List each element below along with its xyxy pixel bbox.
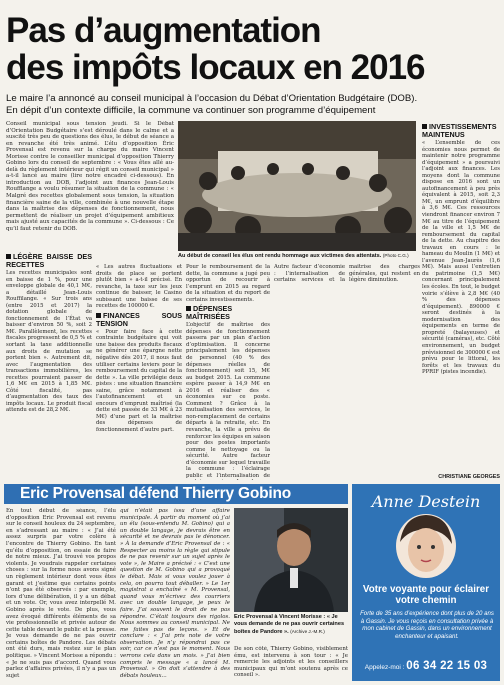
article-deck bbox=[6, 93, 500, 117]
col2-top-text: « Les autres fluctuations et droits de place se portent plutôt bien » a-t-il précisé. En revanche, la taxe sur les jeux continue de baisser, le Casino subissant une baisse de ses recettes de 100000 €. bbox=[96, 264, 182, 310]
article-intro bbox=[6, 121, 174, 249]
subhead-recettes: LÉGÈRE BAISSE DES RECETTES bbox=[6, 252, 92, 269]
column-depenses-cont bbox=[274, 264, 420, 480]
column-investissements bbox=[422, 121, 500, 480]
box-column-2 bbox=[120, 508, 230, 681]
box-text-1: En tout début de séance, l’élu d’opposition Eric Provensal est revenu sur le conseil houleux du 24 septembre, en s’adressant au maire : « J’ai été assez surpris par votre colère à l’encontre de Thierry Gobino. En tant qu’élu d’opposition, on essaie de faire de notre mieux. J’ai trouvé vos propos violents. Je voudrais rappeler certaines choses : sur la forme nous avons signé un règlement intérieur dont vous êtes garant et j’estime que certains points n’ont pas été observés : par exemple, lors d’une délibération, il y a un débat et un vote. Or, vous avez interpellé M. Gobino après le vote. De plus, vous avez évoqué différents éléments de sa vie professionnelle et privée autour de cette table devant le public et la presse. Je vous demande de ne pas ouvrir certains boîtes de Pandore. Les débats ont été durs, mais restez sur le plan politique. » Vincent Morisse a répondu : « Je ne suis pas d’accord. Quand vous parlez d’affaires privées, il n’y a pas un sujet bbox=[6, 508, 116, 679]
square-bullet-icon bbox=[186, 306, 191, 311]
ad-phone-label: Appelez-moi : bbox=[364, 664, 405, 671]
square-bullet-icon bbox=[6, 254, 11, 259]
square-bullet-icon bbox=[96, 313, 101, 318]
subhead-depenses: DÉPENSES MAÎTRISÉES bbox=[186, 304, 233, 322]
depenses-cont-text: Autre facteur d’économie : l’internalisation de certains services et la maîtrise des charges générales, qui restent en légère diminution. bbox=[274, 264, 420, 284]
column-finances bbox=[96, 264, 182, 480]
ad-portrait bbox=[386, 512, 466, 580]
deck-line-1: Le maire l’a annoncé au conseil municipal à l’occasion du Débat d’Orientation Budgétaire (DOB). bbox=[6, 93, 418, 104]
headline-line-2: des impôts locaux en 2016 bbox=[6, 48, 425, 87]
headline bbox=[6, 12, 502, 86]
ad-name: Anne Destein bbox=[371, 492, 481, 511]
col3-top-text: Pour le remboursement de la dette, la commune a jugé peu opportun de recourir à l’emprunt en 2015 au regard de la situation et du report de certains investissements. bbox=[186, 264, 270, 303]
finances-text: « Pour faire face à cette contrainte budgétaire qui voit une baisse des produits fiscaux ne générer une épargne nette négative dès 2017, il nous faut utiliser certains leviers pour le remboursement du capital de la dette ». La ville privilégie deux pistes : une situation financière saine, grâce notamment à l’autofinancement et un encours d’emprunt maîtrisé (la dette est passée de 33 M€ à 23 M€) d’une part et la maîtrise des dépenses de fonctionnement d’autre part. bbox=[96, 328, 182, 434]
box-photo-caption bbox=[234, 614, 348, 636]
subhead-finances: FINANCES SOUS TENSION bbox=[96, 310, 182, 328]
box-text-2: qui n’était pas issu d’une affaire municipale. À partir du moment où j’ai un élu (sous-entendu M. Gobino) qui a un double langage, je devrais être en sécurité et ne devrais pas le dénoncer. » À la demande d’Eric Provensal de : « Respecter au moins la règle qui stipule de ne pas revenir sur un sujet après le vote », le Maire a précisé : « C’est une question de M. Gobino qui a provoqué le débat. Mais si vous voulez jouer à cela, on pourra tout déballer. » Le 1er magistrat a enchaîné « M. Provensal, quand vous m’écrivez des courriers avec un double langage, je peux le faire. J’ai souvent le droit de ne pas répondre. C’était toujours des rigolos. Nous sommes au conseil municipal. Ne me faites pas de leçons. » Et de conclure : « J’ai pris note de votre observation. Je n’y répondrai pas ce soir, car ce n’est pas le moment. Nous verrons cela dans un mois. » J’ai bien compris le message « a lancé M. Provensal. » On doit s’attendre à des débats houleux... bbox=[120, 508, 230, 679]
box-text-3: De son côté, Thierry Gobino, visiblement ému, est intervenu à son tour : « Je remercie les adjoints et les conseillers municipaux qui m’ont soutenu après ce conseil ». bbox=[234, 646, 348, 679]
subhead-investissements: INVESTISSEMENTS MAINTENUS bbox=[422, 122, 497, 139]
photo-caption bbox=[178, 252, 418, 260]
column-depenses bbox=[186, 264, 270, 480]
headline-line-1: Pas d’augmentation bbox=[6, 11, 321, 50]
council-photo-graphic bbox=[178, 121, 416, 251]
intro-text: Conseil municipal sous tension jeudi. Si le Débat d’Orientation Budgétaire s’est déroulé dans le calme et a suscité très peu de questions des élus, le début de séance a en revanche été très animé. L’élu d’opposition Éric Provensal est revenu sur la charge du maire Vincent Morisse contre le conseiller municipal d’opposition Thierry Gobino lors du conseil de septembre : « Vous êtes allé au-delà du règlement intérieur qui régit un conseil municipal » a-t-il lancé au maire (lire notre encadré ci-dessous). En introduction au DOB, l’adjoint aux finances Jean-Louis Roufflange a voulu résumer la situation de la commune : « Malgré des recettes globalement sous tension, la situation financière saine de la ville, combinée à une nouvelle étape dans la maîtrise des dépenses de fonctionnement, nous permettent de réaliser un projet d’équipement ambitieux mais ajusté aux capacités de la commune ». Ci-dessous : Ce qu’il faut retenir du DOB. bbox=[6, 121, 174, 232]
ad-phone-number[interactable]: 06 34 22 15 03 bbox=[406, 660, 488, 672]
photo-credit: (Photo C.G.) bbox=[382, 253, 409, 258]
square-bullet-icon bbox=[422, 124, 427, 129]
ad-headline: Votre voyante pour éclairer votre chemin bbox=[362, 584, 490, 606]
ad-body: Forte de 35 ans d’expérience dont plus de 20 ans à Gassin. Je vous reçois en consultation privée à mon cabinet de Gassin, dans un environnement enchanteur et apaisant. bbox=[360, 610, 494, 640]
ad-phone-line bbox=[354, 660, 498, 678]
byline: CHRISTIANE GEORGES bbox=[438, 474, 500, 480]
recettes-text: Les recettes municipales sont en baisse de 1 %, pour une enveloppe globale de 40,1 M€, a détaillé Jean-Louis Rouffilange. « Sur trois ans (entre 2015 et 2017) la dotation globale de fonctionnement de l’État va baisser d’environ 50 %, soit 2 M€. Parallèlement, les recettes fiscales progressent de 0,5 % et sortant la taxe additionnelle aux droits de mutation se portent bien ». Autrement dit, avec l’augmentation des transactions immobilières, les recettes pourraient passer de 1,6 M€ en 2015 à 1,85 M€. Côté fiscalité, pas d’augmentation des taux des impôts locaux. Le produit fiscal attendu est de 28,2 M€. bbox=[6, 270, 92, 414]
deck-line-2: En dépit d’un contexte difficile, la commune va continuer son programme d’équipement bbox=[6, 105, 376, 116]
box-photo-caption-text: Eric Provensal à Vincent Morisse : « Je vous demande de ne pas ouvrir certaines boîtes de Pandore ». bbox=[234, 614, 345, 635]
box-column-3 bbox=[234, 646, 348, 682]
investissements-text: « L’ensemble de ces économies nous permet de maintenir notre programme d’équipement » a poursuivi l’adjoint aux finances. Les moyens dont la commune dispose en 2016 sont un autofinancement à peu près équivalent à 2015, soit 2,3 M€, un emprunt d’équilibre à 3,6 M€. Ces ressources viendront financer environ 7 M€ au titre de l’équipement de la ville et 1,5 M€ de remboursement du capital de la dette. Au chapitre des travaux en cours : le hameau du Moulin (1 M€) et l’avenue Jean-Jaurès (1,6 M€). Mais aussi l’entretien du patrimoine (1,5 M€) concernant principalement les écoles. En tout, le budget voirie s’élève à 2,8 M€ (40 % des dépenses d’équipement). 890000 € seront destinés à la modernisation des équipements en terme de propreté (balayeuses) et sécurité (caméras), etc. Côté environnement, un budget prévisionnel de 300000 € est prévu pour le littoral, les forêts et les travaux du PPRIF (pistes incendie). bbox=[422, 140, 500, 376]
portrait-graphic bbox=[234, 508, 348, 612]
ad-portrait-graphic bbox=[386, 512, 466, 580]
box-column-1 bbox=[6, 508, 116, 681]
photo-caption-text: Au début de conseil les élus ont rendu hommage aux victimes des attentats. bbox=[178, 253, 382, 259]
council-photo bbox=[178, 121, 416, 251]
box-title: Eric Provensal défend Thierry Gobino bbox=[20, 485, 292, 502]
column-recettes bbox=[6, 251, 92, 480]
depenses-text: L’objectif de maîtrise des dépenses de fonctionnement passera par un plan d’action d’optimisation. Il concerne principalement les dépenses de personnel (40 % des dépenses réelles de fonctionnement) soit 15, M€ au budget 2015. La commune espère passer à 14,9 M€ en 2016 et réaliser des « économies sur ce poste. Comment ? Grâce à la mutualisation des services, le non-remplacement de certains départs à la retraite, etc. En revanche, la ville a prévu de renforcer les équipes en saison pour des postes importants comme le nettoyage ou la sécurité. Autre facteur d’économie sur lequel travaille la commune : l’éclairage public et l’internalisation de bbox=[186, 322, 270, 479]
box-photo bbox=[234, 508, 348, 612]
box-photo-credit: (Archive J.-M.R.) bbox=[290, 629, 325, 634]
